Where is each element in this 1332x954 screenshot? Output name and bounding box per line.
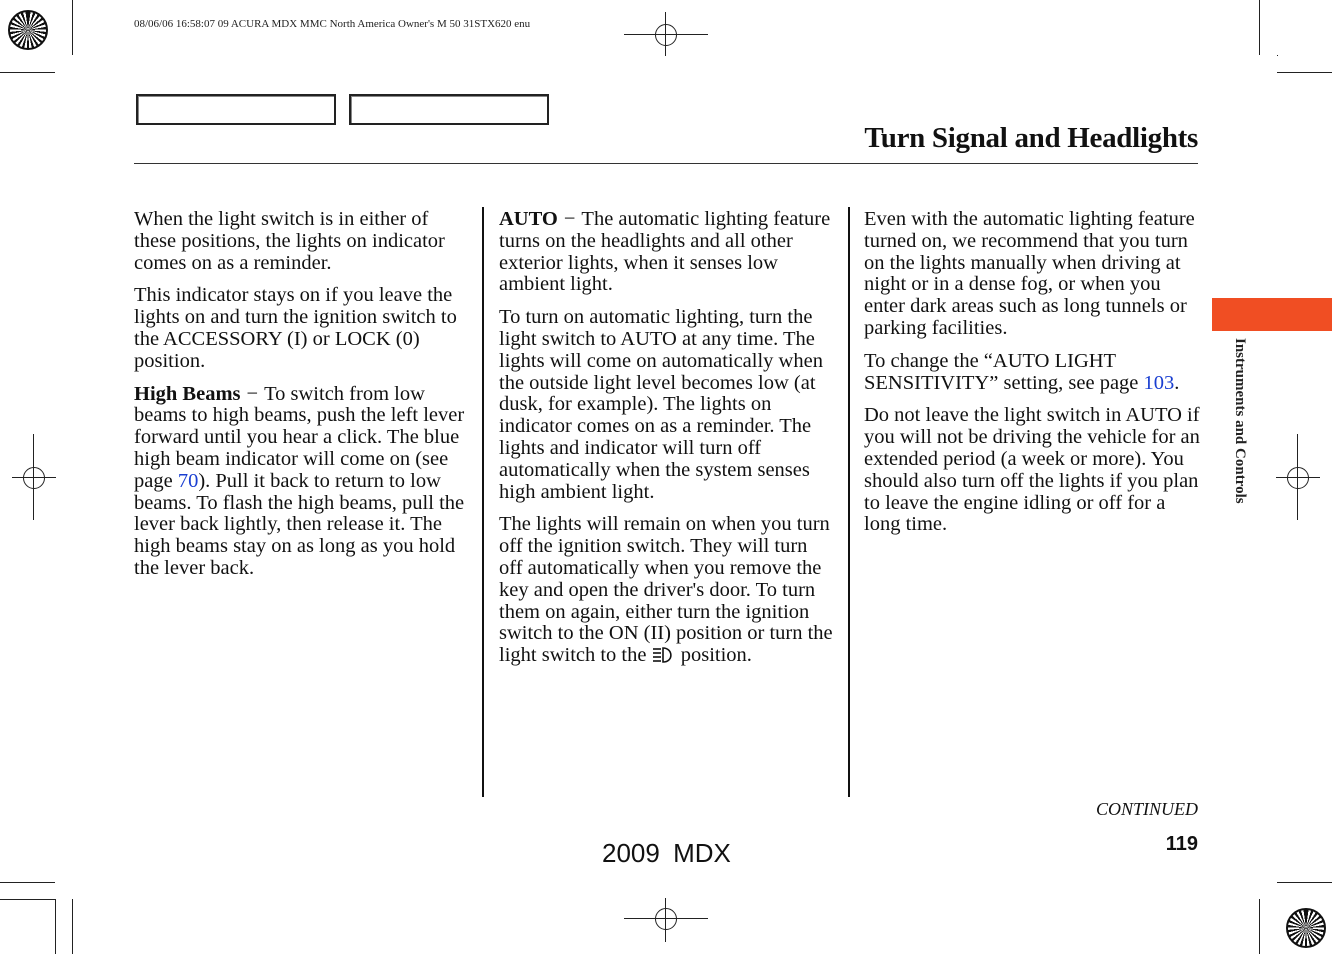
section-tab bbox=[1212, 298, 1332, 331]
text: The automatic lighting feature turns on the headlights and all other exterior lights, when it senses low ambient light. bbox=[499, 208, 831, 296]
title-rule bbox=[134, 163, 1198, 164]
page-number: 119 bbox=[1165, 833, 1198, 855]
text: To switch from low beams to high beams, push the left lever forward until you hear a click. The blue high beam indicator will come on (see page bbox=[134, 382, 465, 492]
column-1 bbox=[134, 209, 472, 591]
crosshair-icon bbox=[655, 24, 677, 46]
header-tab-box-1 bbox=[136, 94, 336, 125]
footer-model: 2009 MDX bbox=[602, 838, 731, 868]
text: The lights will remain on when you turn off the ignition switch. They will turn off automatically when you remove the key and open the driver's door. To turn them on again, either turn the ignition switch to the ON (II) position or turn the light switch to the bbox=[499, 513, 833, 667]
column-3 bbox=[864, 209, 1200, 547]
section-label: Instruments and Controls bbox=[1232, 338, 1248, 504]
registration-target-icon bbox=[1286, 908, 1326, 948]
headlight-icon bbox=[652, 646, 676, 664]
paragraph: When the light switch is in either of these positions, the lights on indicator comes on as a reminder. bbox=[134, 208, 445, 274]
continued-label: CONTINUED bbox=[1095, 799, 1198, 819]
crosshair-icon bbox=[655, 908, 677, 930]
text: position. bbox=[680, 644, 752, 667]
dash: − bbox=[246, 382, 259, 405]
paragraph bbox=[499, 209, 835, 296]
paragraph bbox=[134, 384, 472, 580]
crosshair-icon bbox=[23, 467, 45, 489]
text: To change the “AUTO LIGHT SENSITIVITY” setting, see page bbox=[864, 349, 1139, 394]
column-divider bbox=[848, 207, 850, 797]
paragraph: To turn on automatic lighting, turn the light switch to AUTO at any time. The lights will come on automatically when the outside light level becomes low (at dusk, for example). The lights on indicator comes on as a reminder. The lights and indicator will turn off automatically when the system senses high ambient light. bbox=[499, 306, 823, 503]
text: . bbox=[1174, 371, 1180, 394]
print-header: 08/06/06 16:58:07 09 ACURA MDX MMC North America Owner's M 50 31STX620 enu bbox=[134, 18, 531, 30]
text: ). Pull it back to return to low beams. To flash the high beams, pull the lever back lightly, then release it. The high beams stay on as long as you hold the lever back. bbox=[134, 469, 465, 579]
column-divider bbox=[482, 207, 484, 797]
page-title: Turn Signal and Headlights bbox=[864, 122, 1198, 154]
paragraph bbox=[499, 514, 835, 667]
term-auto: AUTO bbox=[499, 208, 558, 230]
header-tab-box-2 bbox=[349, 94, 549, 125]
paragraph: Do not leave the light switch in AUTO if you will not be driving the vehicle for an extended period (a week or more). You should also turn off the lights if you plan to leave the engine idling or off for a long time. bbox=[864, 404, 1200, 536]
page-link-70[interactable]: 70 bbox=[177, 469, 199, 492]
column-2 bbox=[499, 209, 835, 678]
term-high-beams: High Beams bbox=[134, 382, 241, 405]
dash: − bbox=[563, 208, 576, 230]
paragraph: Even with the automatic lighting feature turned on, we recommend that you turn on the lights manually when driving at night or in a dense fog, or when you enter dark areas such as long tunnels or parking facilities. bbox=[864, 208, 1195, 339]
crosshair-icon bbox=[1287, 467, 1309, 489]
paragraph: This indicator stays on if you leave the lights on and turn the ignition switch to the ACCESSORY (I) or LOCK (0) position. bbox=[134, 284, 457, 372]
page-link-103[interactable]: 103 bbox=[1143, 371, 1175, 394]
paragraph bbox=[864, 351, 1200, 395]
registration-target-icon bbox=[8, 10, 48, 50]
